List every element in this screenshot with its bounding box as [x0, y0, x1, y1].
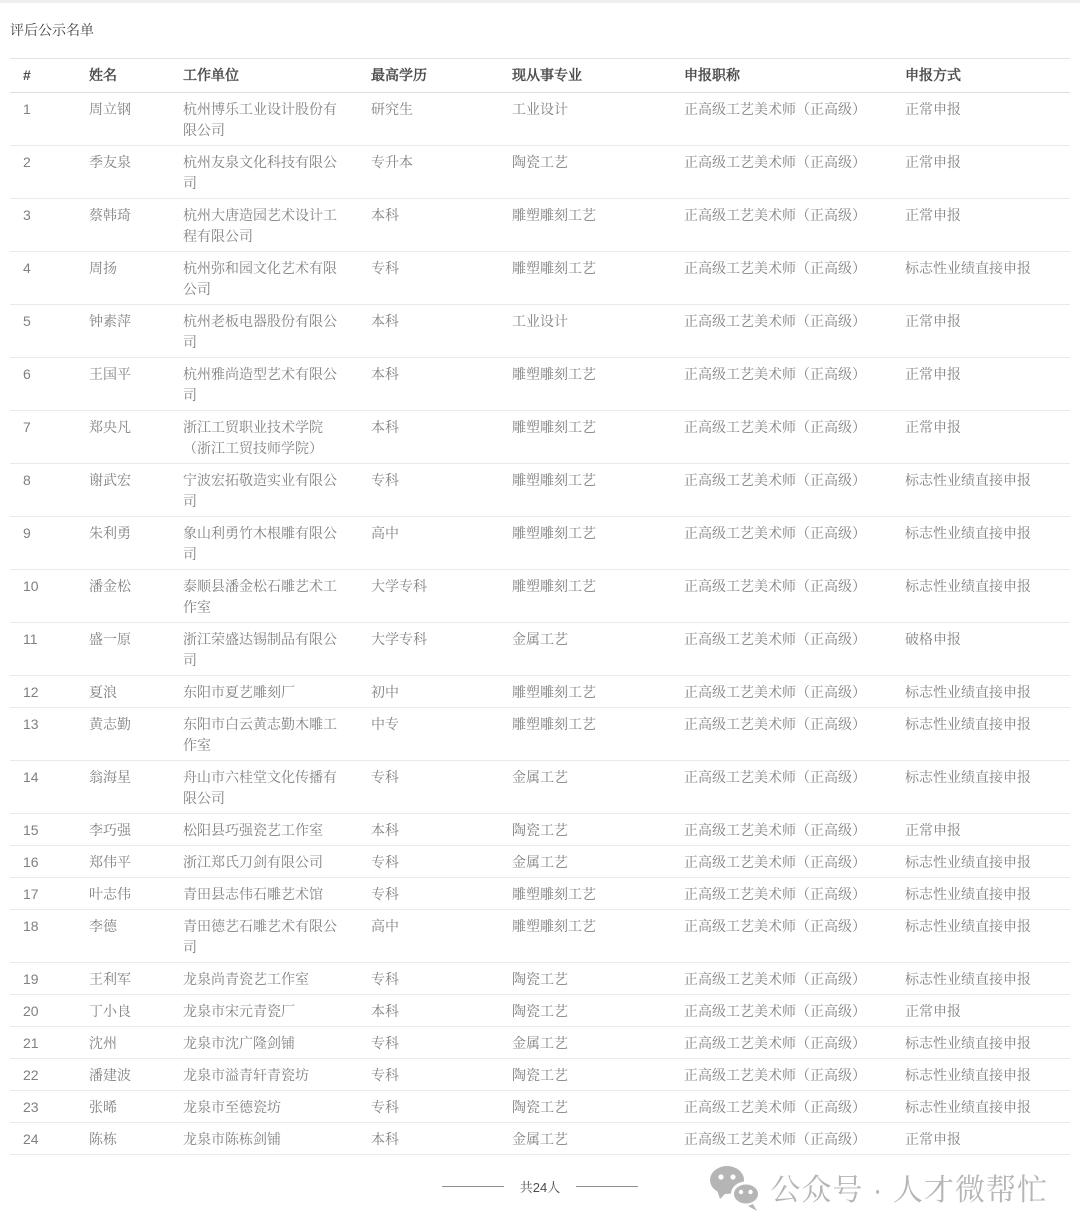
cell-education: 专升本 [358, 146, 499, 199]
cell-name: 季友泉 [76, 146, 170, 199]
total-count-label: 共24人 [519, 1180, 561, 1195]
cell-index: 17 [10, 878, 76, 910]
cell-name: 潘建波 [76, 1059, 170, 1091]
cell-education: 中专 [358, 708, 499, 761]
cell-index: 2 [10, 146, 76, 199]
cell-application-method: 正常申报 [892, 1123, 1070, 1155]
cell-index: 11 [10, 623, 76, 676]
cell-education: 专科 [358, 464, 499, 517]
cell-declared-title: 正高级工艺美术师（正高级） [671, 878, 892, 910]
cell-name: 蔡韩琦 [76, 199, 170, 252]
cell-education: 专科 [358, 761, 499, 814]
cell-declared-title: 正高级工艺美术师（正高级） [671, 761, 892, 814]
cell-education: 本科 [358, 199, 499, 252]
cell-work-unit: 龙泉市陈栋剑铺 [170, 1123, 358, 1155]
cell-index: 1 [10, 93, 76, 146]
cell-name: 周扬 [76, 252, 170, 305]
cell-application-method: 正常申报 [892, 995, 1070, 1027]
cell-declared-title: 正高级工艺美术师（正高级） [671, 464, 892, 517]
cell-declared-title: 正高级工艺美术师（正高级） [671, 93, 892, 146]
cell-education: 初中 [358, 676, 499, 708]
cell-application-method: 正常申报 [892, 358, 1070, 411]
cell-index: 21 [10, 1027, 76, 1059]
table-row [10, 761, 1070, 814]
cell-index: 23 [10, 1091, 76, 1123]
table-row [10, 358, 1070, 411]
cell-profession: 陶瓷工艺 [499, 146, 671, 199]
cell-name: 张晞 [76, 1091, 170, 1123]
cell-work-unit: 龙泉尚青瓷艺工作室 [170, 963, 358, 995]
cell-work-unit: 浙江荣盛达锡制品有限公司 [170, 623, 358, 676]
cell-name: 朱利勇 [76, 517, 170, 570]
cell-declared-title: 正高级工艺美术师（正高级） [671, 1059, 892, 1091]
cell-profession: 陶瓷工艺 [499, 1059, 671, 1091]
cell-name: 潘金松 [76, 570, 170, 623]
dash-right-decoration [576, 1186, 638, 1187]
top-strip [0, 0, 1080, 3]
cell-index: 8 [10, 464, 76, 517]
cell-profession: 工业设计 [499, 93, 671, 146]
cell-name: 盛一原 [76, 623, 170, 676]
col-header-index: # [10, 59, 76, 93]
cell-name: 陈栋 [76, 1123, 170, 1155]
cell-work-unit: 宁波宏拓敬造实业有限公司 [170, 464, 358, 517]
table-row [10, 878, 1070, 910]
cell-name: 叶志伟 [76, 878, 170, 910]
cell-work-unit: 东阳市白云黄志勤木雕工作室 [170, 708, 358, 761]
cell-declared-title: 正高级工艺美术师（正高级） [671, 411, 892, 464]
cell-name: 李德 [76, 910, 170, 963]
cell-application-method: 标志性业绩直接申报 [892, 1027, 1070, 1059]
cell-declared-title: 正高级工艺美术师（正高级） [671, 623, 892, 676]
cell-profession: 雕塑雕刻工艺 [499, 708, 671, 761]
cell-work-unit: 杭州友泉文化科技有限公司 [170, 146, 358, 199]
cell-profession: 雕塑雕刻工艺 [499, 358, 671, 411]
cell-application-method: 正常申报 [892, 411, 1070, 464]
cell-index: 15 [10, 814, 76, 846]
dash-left-decoration [442, 1186, 504, 1187]
cell-profession: 金属工艺 [499, 761, 671, 814]
cell-application-method: 标志性业绩直接申报 [892, 708, 1070, 761]
table-row [10, 464, 1070, 517]
table-row [10, 708, 1070, 761]
cell-education: 专科 [358, 252, 499, 305]
cell-application-method: 标志性业绩直接申报 [892, 878, 1070, 910]
cell-work-unit: 象山利勇竹木根雕有限公司 [170, 517, 358, 570]
cell-education: 本科 [358, 814, 499, 846]
cell-declared-title: 正高级工艺美术师（正高级） [671, 305, 892, 358]
cell-name: 王国平 [76, 358, 170, 411]
cell-education: 本科 [358, 358, 499, 411]
cell-education: 本科 [358, 305, 499, 358]
cell-declared-title: 正高级工艺美术师（正高级） [671, 146, 892, 199]
cell-work-unit: 杭州博乐工业设计股份有限公司 [170, 93, 358, 146]
cell-education: 高中 [358, 910, 499, 963]
cell-profession: 雕塑雕刻工艺 [499, 910, 671, 963]
cell-profession: 金属工艺 [499, 1027, 671, 1059]
cell-education: 高中 [358, 517, 499, 570]
roster-table [10, 58, 1070, 1155]
cell-index: 6 [10, 358, 76, 411]
cell-education: 专科 [358, 1027, 499, 1059]
cell-declared-title: 正高级工艺美术师（正高级） [671, 517, 892, 570]
cell-education: 本科 [358, 995, 499, 1027]
cell-declared-title: 正高级工艺美术师（正高级） [671, 995, 892, 1027]
cell-work-unit: 杭州大唐造园艺术设计工程有限公司 [170, 199, 358, 252]
cell-education: 大学专科 [358, 623, 499, 676]
cell-profession: 陶瓷工艺 [499, 963, 671, 995]
table-row [10, 1123, 1070, 1155]
cell-declared-title: 正高级工艺美术师（正高级） [671, 708, 892, 761]
table-row [10, 411, 1070, 464]
cell-work-unit: 杭州老板电器股份有限公司 [170, 305, 358, 358]
page-title: 评后公示名单 [10, 22, 94, 38]
cell-index: 4 [10, 252, 76, 305]
watermark [706, 1163, 1048, 1211]
cell-education: 本科 [358, 1123, 499, 1155]
cell-declared-title: 正高级工艺美术师（正高级） [671, 1091, 892, 1123]
cell-name: 黄志勤 [76, 708, 170, 761]
cell-application-method: 标志性业绩直接申报 [892, 846, 1070, 878]
cell-name: 王利军 [76, 963, 170, 995]
cell-index: 5 [10, 305, 76, 358]
col-header-application-method: 申报方式 [892, 59, 1070, 93]
cell-index: 24 [10, 1123, 76, 1155]
cell-profession: 雕塑雕刻工艺 [499, 411, 671, 464]
table-row [10, 146, 1070, 199]
cell-application-method: 标志性业绩直接申报 [892, 963, 1070, 995]
col-header-work-unit: 工作单位 [170, 59, 358, 93]
col-header-profession: 现从事专业 [499, 59, 671, 93]
cell-name: 翁海星 [76, 761, 170, 814]
table-row [10, 517, 1070, 570]
cell-profession: 工业设计 [499, 305, 671, 358]
cell-work-unit: 龙泉市至德瓷坊 [170, 1091, 358, 1123]
cell-profession: 金属工艺 [499, 1123, 671, 1155]
cell-education: 专科 [358, 878, 499, 910]
cell-work-unit: 松阳县巧强瓷艺工作室 [170, 814, 358, 846]
cell-index: 9 [10, 517, 76, 570]
cell-application-method: 标志性业绩直接申报 [892, 910, 1070, 963]
cell-profession: 金属工艺 [499, 846, 671, 878]
cell-application-method: 正常申报 [892, 814, 1070, 846]
cell-education: 专科 [358, 846, 499, 878]
cell-education: 专科 [358, 1059, 499, 1091]
cell-index: 12 [10, 676, 76, 708]
cell-application-method: 正常申报 [892, 93, 1070, 146]
cell-work-unit: 杭州弥和园文化艺术有限公司 [170, 252, 358, 305]
table-row [10, 1027, 1070, 1059]
cell-declared-title: 正高级工艺美术师（正高级） [671, 963, 892, 995]
cell-declared-title: 正高级工艺美术师（正高级） [671, 676, 892, 708]
watermark-label: 公众号 · 人才微帮忙 [770, 1174, 1048, 1207]
cell-name: 周立钢 [76, 93, 170, 146]
cell-application-method: 标志性业绩直接申报 [892, 252, 1070, 305]
table-row [10, 1059, 1070, 1091]
table-row [10, 570, 1070, 623]
table-header-row [10, 59, 1070, 93]
cell-application-method: 正常申报 [892, 146, 1070, 199]
table-row [10, 963, 1070, 995]
cell-work-unit: 青田县志伟石雕艺术馆 [170, 878, 358, 910]
cell-application-method: 正常申报 [892, 305, 1070, 358]
cell-application-method: 标志性业绩直接申报 [892, 761, 1070, 814]
table-row [10, 252, 1070, 305]
cell-index: 16 [10, 846, 76, 878]
cell-declared-title: 正高级工艺美术师（正高级） [671, 846, 892, 878]
cell-index: 10 [10, 570, 76, 623]
cell-work-unit: 龙泉市沈广隆剑铺 [170, 1027, 358, 1059]
cell-profession: 雕塑雕刻工艺 [499, 517, 671, 570]
cell-work-unit: 浙江工贸职业技术学院（浙江工贸技师学院） [170, 411, 358, 464]
table-row [10, 93, 1070, 146]
cell-name: 谢武宏 [76, 464, 170, 517]
cell-declared-title: 正高级工艺美术师（正高级） [671, 1123, 892, 1155]
cell-name: 丁小良 [76, 995, 170, 1027]
cell-profession: 陶瓷工艺 [499, 814, 671, 846]
cell-name: 钟素萍 [76, 305, 170, 358]
table-row [10, 199, 1070, 252]
table-row [10, 846, 1070, 878]
cell-application-method: 正常申报 [892, 199, 1070, 252]
cell-name: 夏浪 [76, 676, 170, 708]
cell-name: 李巧强 [76, 814, 170, 846]
cell-work-unit: 杭州雅尚造型艺术有限公司 [170, 358, 358, 411]
cell-education: 本科 [358, 411, 499, 464]
cell-name: 沈州 [76, 1027, 170, 1059]
cell-declared-title: 正高级工艺美术师（正高级） [671, 570, 892, 623]
table-row [10, 910, 1070, 963]
cell-declared-title: 正高级工艺美术师（正高级） [671, 199, 892, 252]
cell-profession: 雕塑雕刻工艺 [499, 878, 671, 910]
cell-work-unit: 龙泉市溢青轩青瓷坊 [170, 1059, 358, 1091]
cell-declared-title: 正高级工艺美术师（正高级） [671, 1027, 892, 1059]
cell-profession: 雕塑雕刻工艺 [499, 199, 671, 252]
cell-application-method: 标志性业绩直接申报 [892, 464, 1070, 517]
cell-work-unit: 舟山市六桂堂文化传播有限公司 [170, 761, 358, 814]
cell-index: 19 [10, 963, 76, 995]
cell-index: 7 [10, 411, 76, 464]
cell-application-method: 破格申报 [892, 623, 1070, 676]
cell-index: 14 [10, 761, 76, 814]
cell-work-unit: 东阳市夏艺雕刻厂 [170, 676, 358, 708]
cell-work-unit: 泰顺县潘金松石雕艺术工作室 [170, 570, 358, 623]
cell-profession: 陶瓷工艺 [499, 1091, 671, 1123]
table-row [10, 623, 1070, 676]
table-row [10, 814, 1070, 846]
cell-work-unit: 浙江郑氏刀剑有限公司 [170, 846, 358, 878]
col-header-declared-title: 申报职称 [671, 59, 892, 93]
cell-declared-title: 正高级工艺美术师（正高级） [671, 814, 892, 846]
wechat-icon [706, 1163, 762, 1211]
cell-name: 郑央凡 [76, 411, 170, 464]
cell-application-method: 标志性业绩直接申报 [892, 570, 1070, 623]
cell-work-unit: 龙泉市宋元青瓷厂 [170, 995, 358, 1027]
col-header-education: 最高学历 [358, 59, 499, 93]
table-row [10, 995, 1070, 1027]
table-row [10, 676, 1070, 708]
cell-index: 13 [10, 708, 76, 761]
col-header-name: 姓名 [76, 59, 170, 93]
cell-work-unit: 青田德艺石雕艺术有限公司 [170, 910, 358, 963]
table-row [10, 305, 1070, 358]
cell-name: 郑伟平 [76, 846, 170, 878]
cell-application-method: 标志性业绩直接申报 [892, 1059, 1070, 1091]
cell-index: 3 [10, 199, 76, 252]
cell-index: 20 [10, 995, 76, 1027]
cell-application-method: 标志性业绩直接申报 [892, 517, 1070, 570]
cell-declared-title: 正高级工艺美术师（正高级） [671, 358, 892, 411]
cell-education: 大学专科 [358, 570, 499, 623]
cell-declared-title: 正高级工艺美术师（正高级） [671, 910, 892, 963]
footer-row [0, 1161, 1080, 1225]
cell-declared-title: 正高级工艺美术师（正高级） [671, 252, 892, 305]
cell-index: 18 [10, 910, 76, 963]
cell-education: 专科 [358, 1091, 499, 1123]
cell-education: 专科 [358, 963, 499, 995]
cell-application-method: 标志性业绩直接申报 [892, 1091, 1070, 1123]
cell-application-method: 标志性业绩直接申报 [892, 676, 1070, 708]
cell-profession: 金属工艺 [499, 623, 671, 676]
cell-profession: 陶瓷工艺 [499, 995, 671, 1027]
table-body [10, 93, 1070, 1155]
cell-index: 22 [10, 1059, 76, 1091]
cell-profession: 雕塑雕刻工艺 [499, 676, 671, 708]
cell-profession: 雕塑雕刻工艺 [499, 464, 671, 517]
cell-education: 研究生 [358, 93, 499, 146]
cell-profession: 雕塑雕刻工艺 [499, 570, 671, 623]
table-row [10, 1091, 1070, 1123]
cell-profession: 雕塑雕刻工艺 [499, 252, 671, 305]
